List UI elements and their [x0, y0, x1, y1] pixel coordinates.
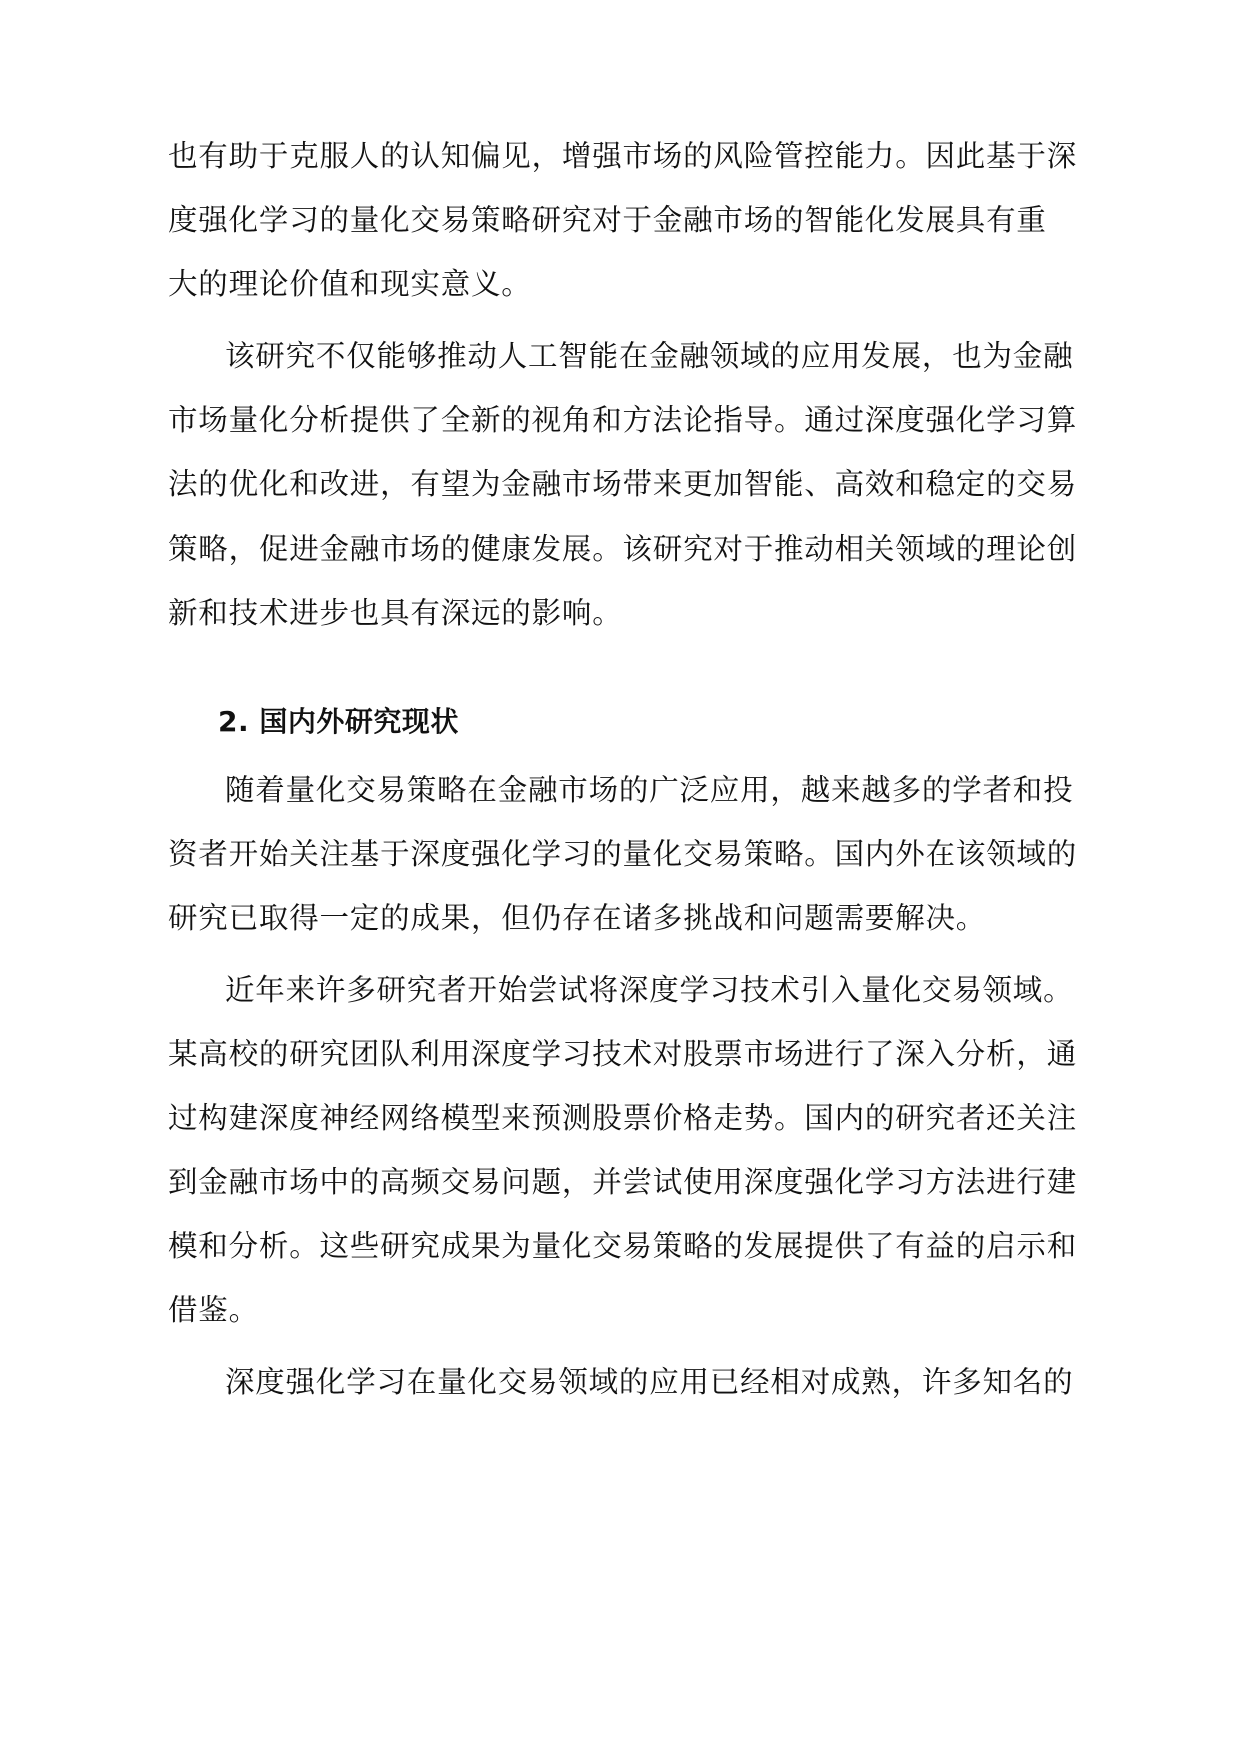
paragraph-line: 研究已取得一定的成果，但仍存在诸多挑战和问题需要解决。: [168, 901, 987, 935]
paragraph-line: 市场量化分析提供了全新的视角和方法论指导。通过深度强化学习算: [168, 403, 1078, 437]
section-heading: 2. 国内外研究现状: [218, 705, 459, 738]
paragraph-line: 度强化学习的量化交易策略研究对于金融市场的智能化发展具有重: [168, 203, 1047, 237]
paragraph-line: 借鉴。: [168, 1293, 259, 1327]
paragraph-line: 资者开始关注基于深度强化学习的量化交易策略。国内外在该领域的: [168, 837, 1078, 871]
paragraph-line: 也有助于克服人的认知偏见，增强市场的风险管控能力。因此基于深: [168, 139, 1078, 173]
paragraph-line: 法的优化和改进，有望为金融市场带来更加智能、高效和稳定的交易: [168, 467, 1078, 501]
paragraph-line: 深度强化学习在量化交易领域的应用已经相对成熟，许多知名的: [225, 1365, 1074, 1399]
paragraph-line: 到金融市场中的高频交易问题，并尝试使用深度强化学习方法进行建: [168, 1165, 1078, 1199]
paragraph-line: 随着量化交易策略在金融市场的广泛应用，越来越多的学者和投: [225, 773, 1074, 807]
paragraph-line: 模和分析。这些研究成果为量化交易策略的发展提供了有益的启示和: [168, 1229, 1078, 1263]
paragraph-line: 过构建深度神经网络模型来预测股票价格走势。国内的研究者还关注: [168, 1101, 1078, 1135]
paragraph-line: 该研究不仅能够推动人工智能在金融领域的应用发展，也为金融: [225, 339, 1074, 373]
paragraph-line: 大的理论价值和现实意义。: [168, 267, 532, 301]
paragraph-line: 新和技术进步也具有深远的影响。: [168, 596, 623, 630]
paragraph-line: 策略，促进金融市场的健康发展。该研究对于推动相关领域的理论创: [168, 532, 1078, 566]
paragraph-line: 近年来许多研究者开始尝试将深度学习技术引入量化交易领域。: [225, 973, 1074, 1007]
paragraph-line: 某高校的研究团队利用深度学习技术对股票市场进行了深入分析，通: [168, 1037, 1078, 1071]
